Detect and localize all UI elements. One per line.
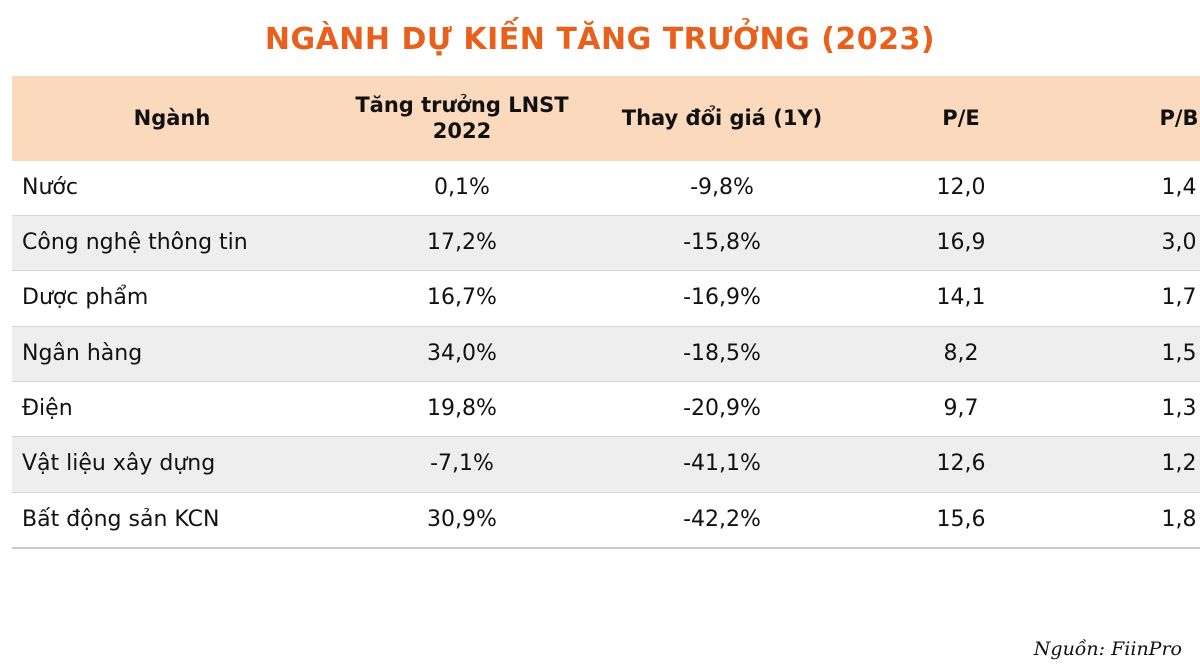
table-row: [12, 215, 1200, 270]
cell-pe: 9,7: [852, 382, 1070, 437]
cell-industry: Bất động sản KCN: [12, 492, 332, 548]
cell-pe: 12,6: [852, 437, 1070, 492]
table-row: [12, 271, 1200, 326]
cell-pe: 14,1: [852, 271, 1070, 326]
cell-growth: 19,8%: [332, 382, 592, 437]
cell-pe: 16,9: [852, 215, 1070, 270]
column-header-price-change: Thay đổi giá (1Y): [592, 76, 852, 161]
column-header-pe: P/E: [852, 76, 1070, 161]
table-header-row: [12, 76, 1200, 161]
table-body: [12, 161, 1200, 549]
cell-price-change: -42,2%: [592, 492, 852, 548]
cell-growth: 34,0%: [332, 326, 592, 381]
table-row: [12, 326, 1200, 381]
cell-growth: -7,1%: [332, 437, 592, 492]
cell-price-change: -15,8%: [592, 215, 852, 270]
cell-pb: 1,3: [1070, 382, 1200, 437]
cell-pb: 1,8: [1070, 492, 1200, 548]
table-row: [12, 492, 1200, 548]
cell-growth: 17,2%: [332, 215, 592, 270]
table-row: [12, 437, 1200, 492]
cell-industry: Điện: [12, 382, 332, 437]
cell-industry: Nước: [12, 161, 332, 216]
cell-pe: 12,0: [852, 161, 1070, 216]
cell-price-change: -41,1%: [592, 437, 852, 492]
page-title: NGÀNH DỰ KIẾN TĂNG TRƯỞNG (2023): [264, 22, 936, 57]
cell-price-change: -9,8%: [592, 161, 852, 216]
cell-pe: 8,2: [852, 326, 1070, 381]
cell-industry: Công nghệ thông tin: [12, 215, 332, 270]
table-row: [12, 161, 1200, 216]
cell-industry: Ngân hàng: [12, 326, 332, 381]
cell-price-change: -18,5%: [592, 326, 852, 381]
cell-price-change: -20,9%: [592, 382, 852, 437]
cell-pb: 3,0: [1070, 215, 1200, 270]
source-note: Nguồn: FiinPro: [1033, 638, 1182, 660]
cell-pb: 1,2: [1070, 437, 1200, 492]
column-header-growth: Tăng trưởng LNST 2022: [332, 76, 592, 161]
cell-growth: 0,1%: [332, 161, 592, 216]
cell-pb: 1,4: [1070, 161, 1200, 216]
cell-price-change: -16,9%: [592, 271, 852, 326]
cell-pb: 1,5: [1070, 326, 1200, 381]
cell-industry: Vật liệu xây dựng: [12, 437, 332, 492]
cell-pe: 15,6: [852, 492, 1070, 548]
cell-growth: 16,7%: [332, 271, 592, 326]
column-header-industry: Ngành: [12, 76, 332, 161]
table-row: [12, 382, 1200, 437]
cell-growth: 30,9%: [332, 492, 592, 548]
cell-pb: 1,7: [1070, 271, 1200, 326]
cell-industry: Dược phẩm: [12, 271, 332, 326]
column-header-pb: P/B: [1070, 76, 1200, 161]
table-header: [12, 76, 1200, 161]
industry-growth-table: [12, 76, 1200, 549]
